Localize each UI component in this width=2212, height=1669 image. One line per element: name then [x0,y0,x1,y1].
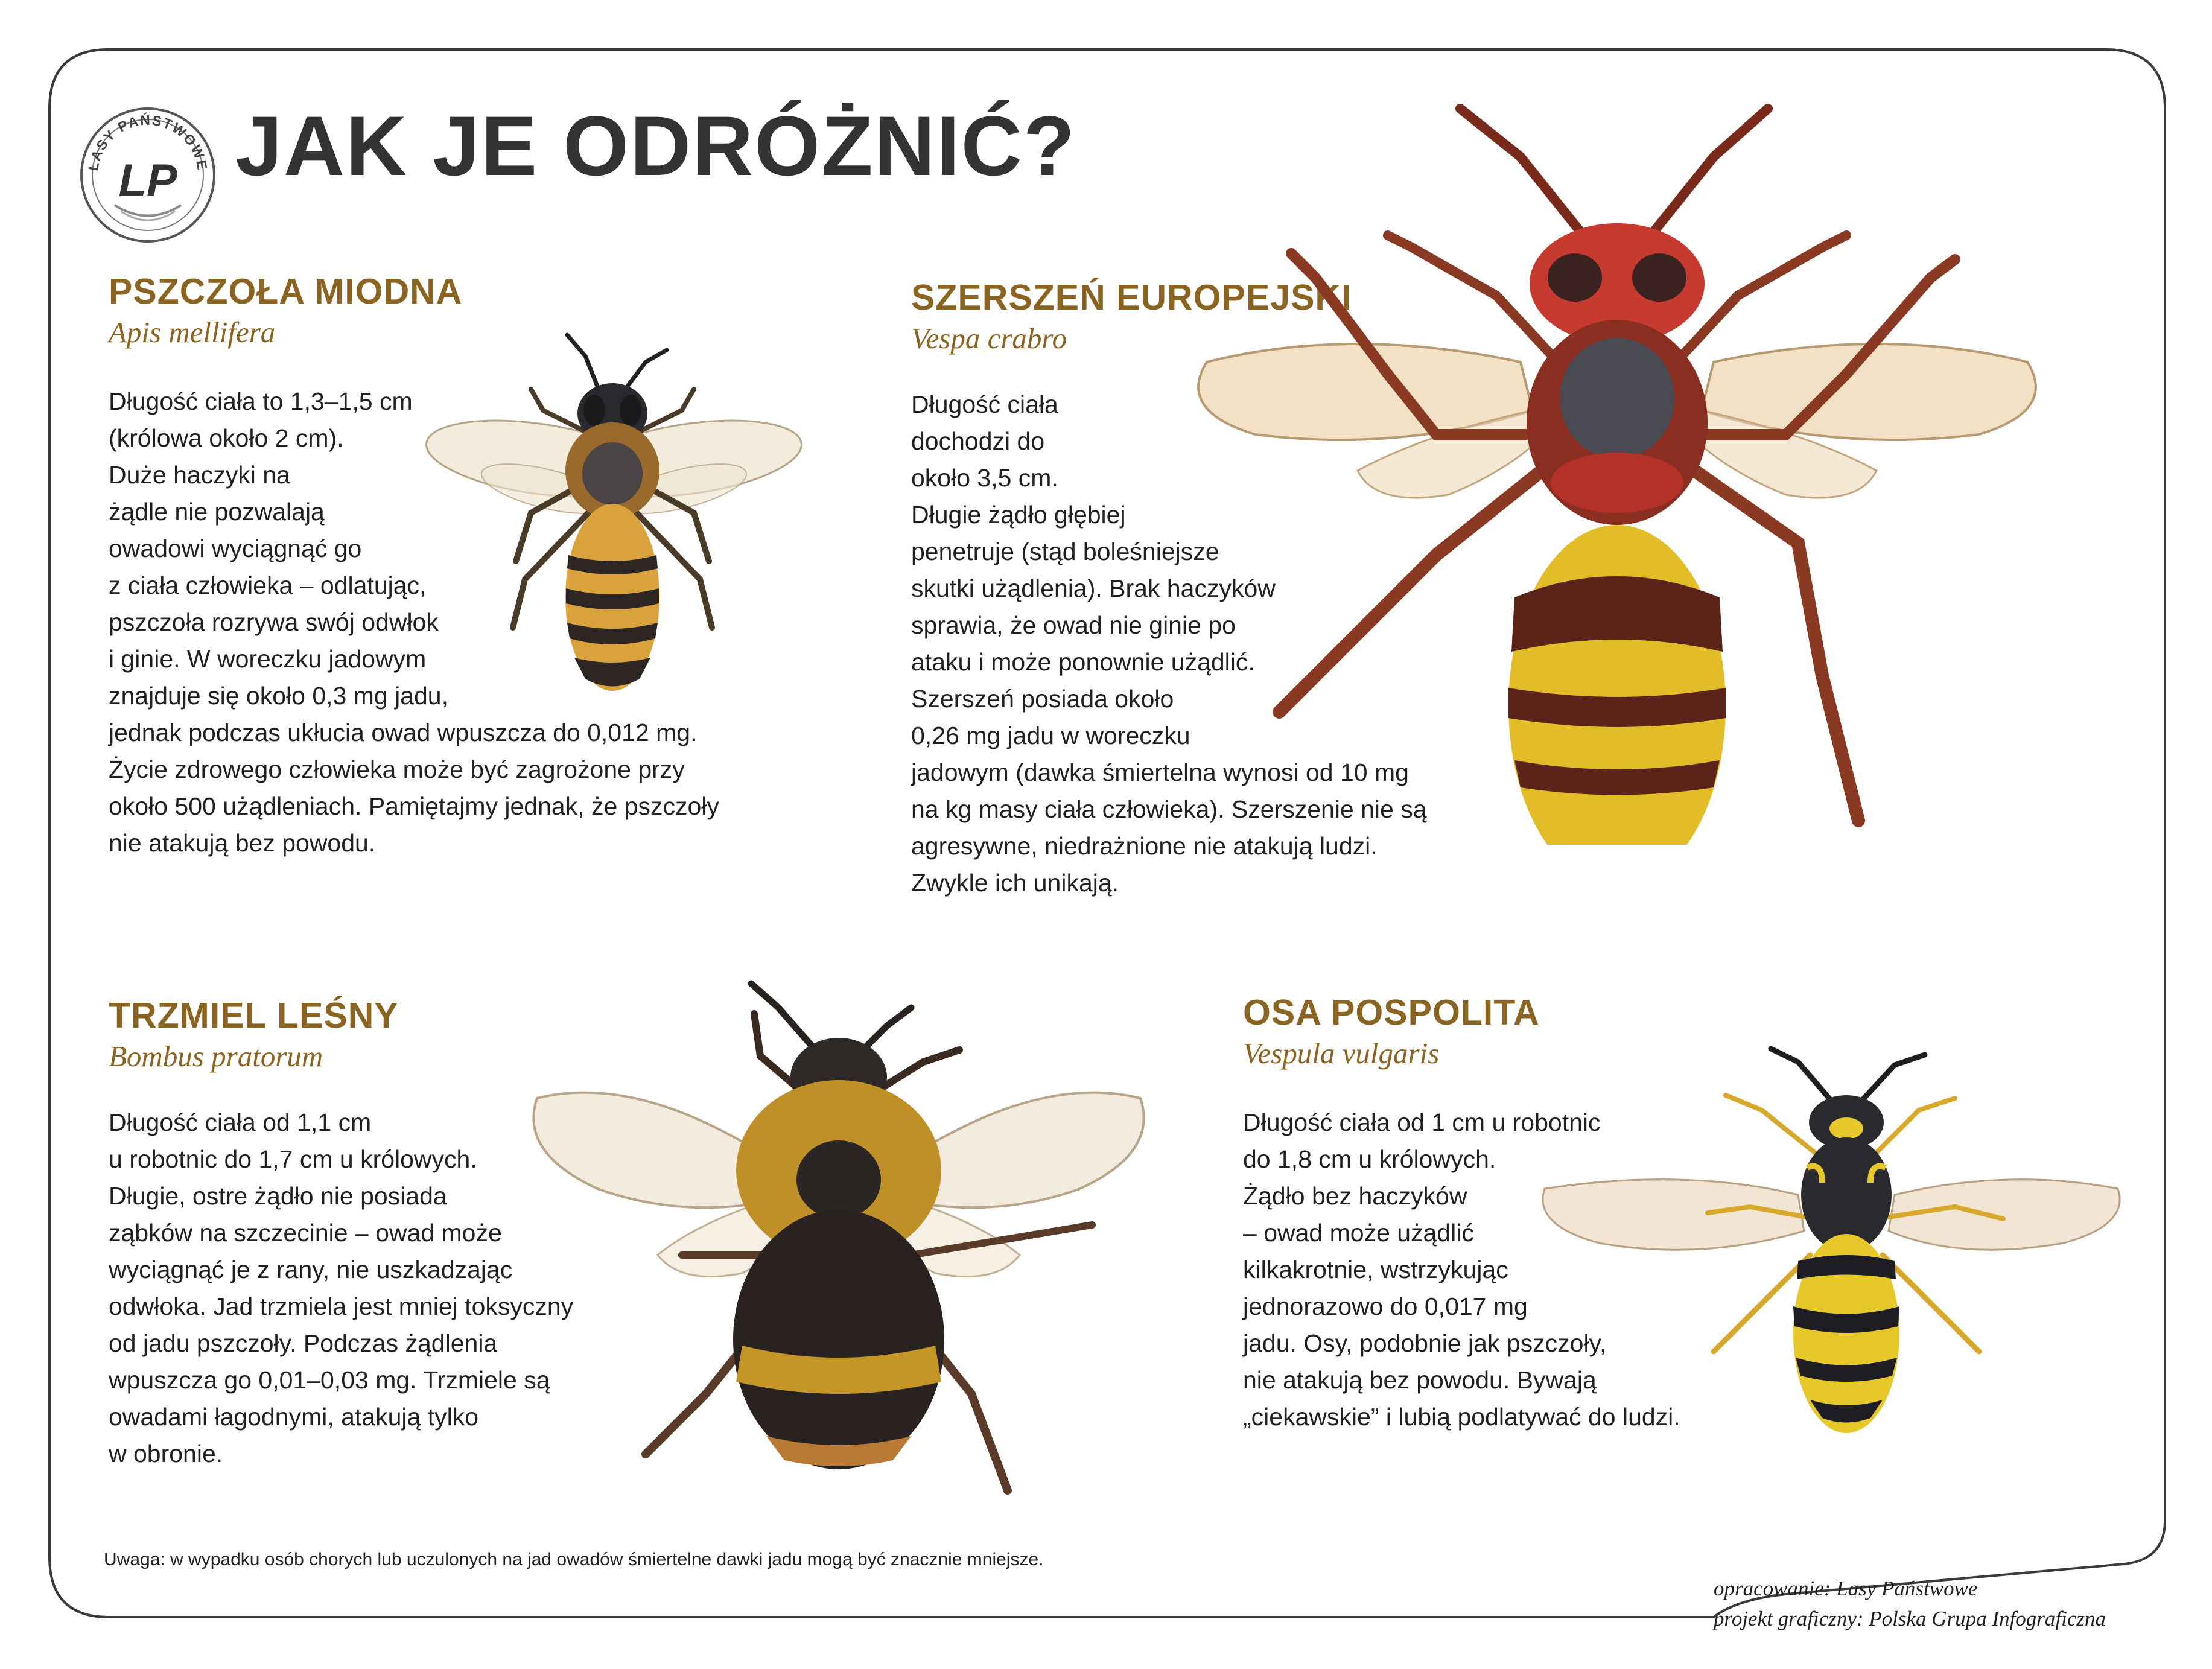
bumblebee-illustration [525,971,1177,1502]
lasy-panstwowe-logo [78,106,217,244]
svg-text:LP: LP [118,155,177,206]
credit-editing: opracowanie: Lasy Państwowe [1714,1577,1978,1600]
species-description-honeybee: Długość ciała to 1,3–1,5 cm (królowa około 2 cm). Duże haczyki na żądle nie pozwalają owadowi wyciągnąć go z ciała człowieka – odlatując, pszczoła rozrywa swój odwłok i ginie. W woreczku jadowym znajduje się około 0,3 mg jadu, jednak podczas ukłucia owad wpuszcza do 0,012 mg. Życie zdrowego człowieka może być zagrożone przy około 500 użądleniach. Pamiętajmy jednak, że pszczoły nie atakują bez powodu. [109,387,719,857]
page-title: JAK JE ODRÓŻNIĆ? [235,98,1076,193]
species-description-hornet: Długość ciała dochodzi do około 3,5 cm. Długie żądło głębiej penetruje (stąd boleśniejsze skutki użądlenia). Brak haczyków sprawia, że owad nie ginie po ataku i może ponownie użądlić. Szerszeń posiada około 0,26 mg jadu w woreczku jadowym (dawka śmiertelna wynosi od 10 mg na kg masy ciała człowieka). Szerszenie nie są agresywne, niedrażnione nie atakują ludzi. Zwykle ich unikają. [911,390,1427,897]
species-latin-honeybee: Apis mellifera [109,316,276,349]
species-latin-wasp: Vespula vulgaris [1243,1037,1440,1070]
svg-text:LASY PAŃSTWOWE: LASY PAŃSTWOWE [85,112,211,172]
hornet-illustration [1098,97,2148,845]
species-description-bumblebee: Długość ciała od 1,1 cm u robotnic do 1,7 cm u królowych. Długie, ostre żądło nie posiada ząbków na szczecinie – owad może wyciągnąć je z rany, nie uszkadzając odwłoka. Jad trzmiela jest mniej toksyczny od jadu pszczoły. Podczas żądlenia wpuszcza go 0,01–0,03 mg. Trzmiele są owadami łagodnymi, atakują tylko w obronie. [109,1108,574,1467]
species-description-wasp: Długość ciała od 1 cm u robotnic do 1,8 cm u królowych. Żądło bez haczyków – owad może użądlić kilkakrotnie, wstrzykując jednorazowo do 0,017 mg jadu. Osy, podobnie jak pszczoły, nie atakują bez powodu. Bywają „ciekawskie” i lubią podlatywać do ludzi. [1243,1108,1680,1431]
species-name-hornet: SZERSZEŃ EUROPEJSKI [911,278,1352,317]
credit-design: projekt graficzny: Polska Grupa Infograficzna [1714,1607,2106,1630]
credits [1714,1574,2106,1634]
honeybee-illustration [386,332,833,706]
species-name-honeybee: PSZCZOŁA MIODNA [109,272,463,311]
footer-note: Uwaga: w wypadku osób chorych lub uczulonych na jad owadów śmiertelne dawki jadu mogą być znacznie mniejsze. [104,1550,1044,1569]
species-name-wasp: OSA POSPOLITA [1243,993,1540,1032]
species-latin-bumblebee: Bombus pratorum [109,1040,323,1073]
species-name-bumblebee: TRZMIEL LEŚNY [109,996,399,1035]
wasp-illustration [1533,1038,2130,1454]
species-latin-hornet: Vespa crabro [911,322,1067,355]
